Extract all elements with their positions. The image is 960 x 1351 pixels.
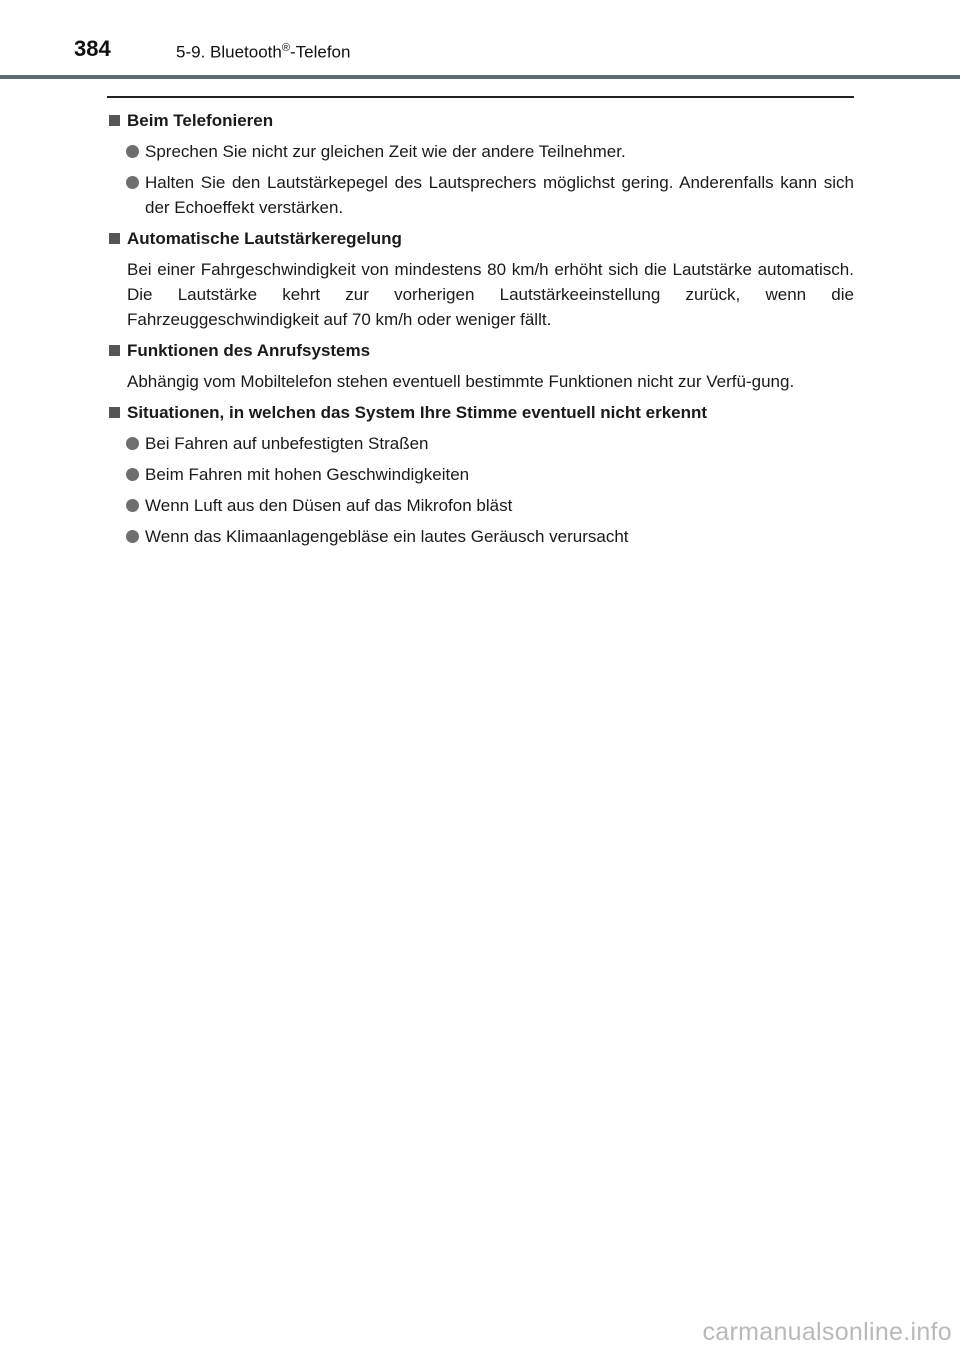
section-title [176,42,350,63]
circle-bullet-icon [126,437,139,450]
section-paragraph: Abhängig vom Mobiltelefon stehen eventuell bestimmte Funktionen nicht zur Verfü-gung. [127,372,795,391]
square-bullet-icon [109,233,120,244]
bullet-item: Beim Fahren mit hohen Geschwindigkeiten [107,462,854,487]
bullet-item: Bei Fahren auf unbefestigten Straßen [107,431,854,456]
section-paragraph: Bei einer Fahrgeschwindigkeit von mindestens 80 km/h erhöht sich die Lautstärke automatisch. Die Lautstärke kehrt zur vorherigen Lautstärkeeinstellung zurück, wenn die Fahrzeuggeschwindigkeit auf 70 km/h oder weniger fällt. [127,260,854,329]
section-heading: Situationen, in welchen das System Ihre Stimme eventuell nicht erkennt [107,400,854,425]
bullet-item: Halten Sie den Lautstärkepegel des Lautsprechers möglichst gering. Anderenfalls kann sich der Echoeffekt verstärken. [107,170,854,220]
circle-bullet-icon [126,145,139,158]
watermark: carmanualsonline.info [702,1318,952,1346]
section-title-prefix: 5-9. Bluetooth [176,42,282,62]
square-bullet-icon [109,115,120,126]
bullet-item: Wenn Luft aus den Düsen auf das Mikrofon bläst [107,493,854,518]
circle-bullet-icon [126,499,139,512]
section-title-suffix: -Telefon [289,42,351,62]
content-top-rule [107,96,854,98]
section-heading: Automatische Lautstärkeregelung [107,226,854,251]
bullet-item: Sprechen Sie nicht zur gleichen Zeit wie der andere Teilnehmer. [107,139,854,164]
circle-bullet-icon [126,176,139,189]
header-bar [0,75,960,79]
page-header [0,0,960,80]
square-bullet-icon [109,345,120,356]
circle-bullet-icon [126,530,139,543]
section-heading: Funktionen des Anrufsystems [107,338,854,363]
registered-mark: ® [281,42,290,54]
page-content [107,108,854,555]
section-heading: Beim Telefonieren [107,108,854,133]
page-number: 384 [74,36,111,61]
square-bullet-icon [109,407,120,418]
bullet-item: Wenn das Klimaanlagengebläse ein lautes Geräusch verursacht [107,524,854,549]
circle-bullet-icon [126,468,139,481]
